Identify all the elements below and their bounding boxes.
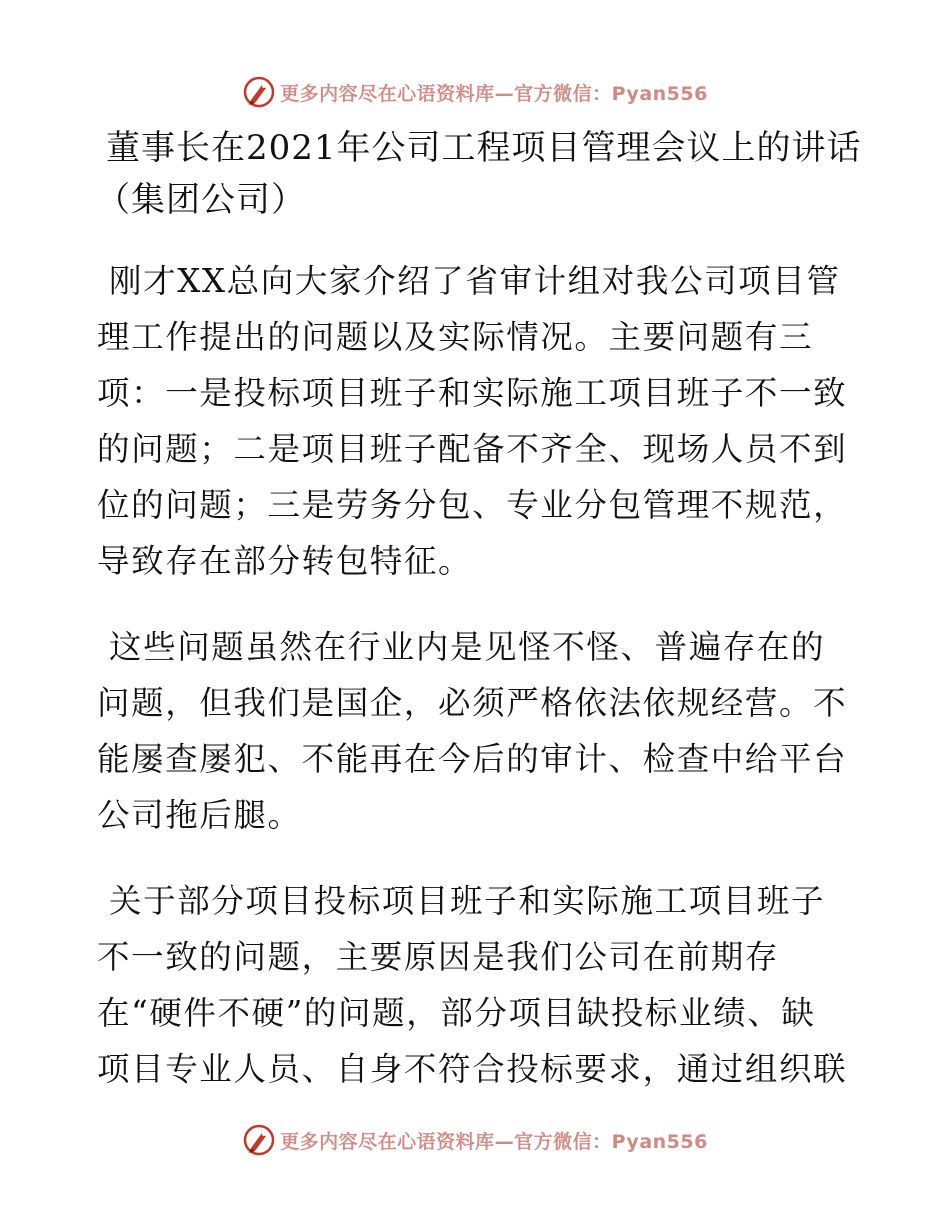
text-line: 不一致的问题，主要原因是我们公司在前期存 [97,938,780,976]
watermark-text: 更多内容尽在心语资料库—官方微信：Pyan556 [280,1130,708,1153]
text-line: 这些问题虽然在行业内是见怪不怪、普遍存在的 [109,628,826,666]
text-line: 理工作提出的问题以及实际情况。主要问题有三 [97,318,814,356]
paragraph-1 [97,253,857,589]
header-watermark-banner [0,72,950,112]
text-line: 公司拖后腿。 [97,796,302,834]
text-line: 的问题；二是项目班子配备不齐全、现场人员不到 [97,430,848,468]
text-line: 项：一是投标项目班子和实际施工项目班子不一致 [97,374,848,412]
title-line: 董事长在2021年公司工程项目管理会议上的讲话 [106,128,862,168]
text-line: 导致存在部分转包特征。 [97,542,473,580]
text-line: 问题，但我们是国企，必须严格依法依规经营。不 [97,684,848,722]
text-line: 项目专业人员、自身不符合投标要求，通过组织联 [97,1050,848,1088]
text-line: 在“硬件不硬”的问题，部分项目缺投标业绩、缺 [97,994,816,1032]
watermark-text: 更多内容尽在心语资料库—官方微信：Pyan556 [280,82,708,105]
text-line: 关于部分项目投标项目班子和实际施工项目班子 [109,882,826,920]
paragraph-2 [97,619,857,843]
text-line: 位的问题；三是劳务分包、专业分包管理不规范， [97,486,848,524]
paragraph-3 [97,873,857,1097]
footer-watermark-banner [0,1120,950,1160]
pen-logo-icon [242,1123,276,1157]
document-body [97,253,857,1127]
text-line: 能屡查屡犯、不能再在今后的审计、检查中给平台 [97,740,848,778]
document-title [96,122,886,226]
pen-logo-icon [242,75,276,109]
title-subline: （集团公司） [96,180,306,220]
text-line: 刚才XX总向大家介绍了省审计组对我公司项目管 [109,262,841,300]
